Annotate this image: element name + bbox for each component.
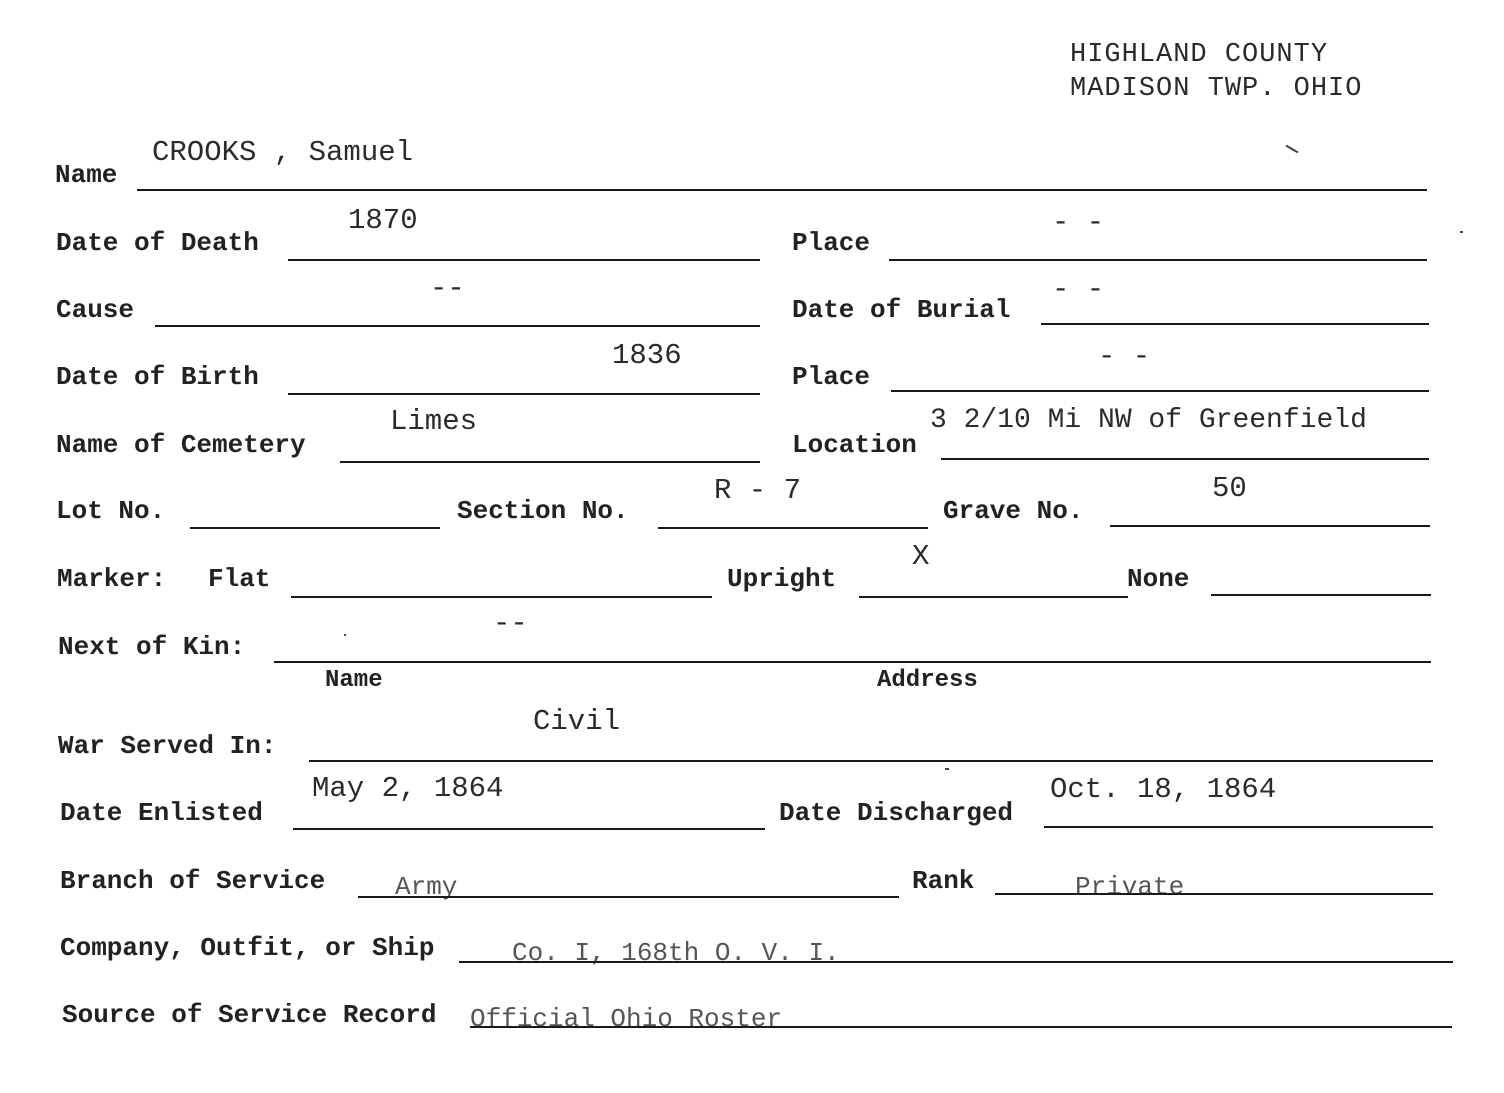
date-of-birth-value: 1836 [612, 339, 682, 372]
marker-upright-label: Upright [727, 564, 837, 594]
cemetery-line [340, 461, 760, 463]
cemetery-label: Name of Cemetery [56, 430, 306, 460]
death-place-value: - - [1052, 206, 1105, 239]
cause-value: -- [430, 272, 465, 305]
name-line [137, 189, 1427, 191]
date-discharged-value: Oct. 18, 1864 [1050, 773, 1277, 806]
grave-no-label: Grave No. [943, 496, 1084, 526]
section-no-label: Section No. [457, 496, 629, 526]
date-of-birth-label: Date of Birth [56, 362, 259, 392]
birth-place-value: - - [1098, 340, 1151, 373]
marker-none-line [1211, 594, 1431, 596]
source-line [470, 1026, 1452, 1028]
cause-label: Cause [56, 295, 135, 325]
location-line [941, 458, 1429, 460]
scan-speck [945, 768, 949, 770]
lot-no-label: Lot No. [56, 496, 166, 526]
name-value: CROOKS , Samuel [152, 136, 414, 169]
birth-place-label: Place [792, 362, 871, 392]
source-label: Source of Service Record [62, 1000, 437, 1030]
marker-upright-line [859, 596, 1128, 598]
next-of-kin-line [274, 661, 1431, 663]
name-label: Name [55, 160, 118, 190]
date-of-death-value: 1870 [348, 204, 418, 237]
date-of-burial-line [1041, 323, 1429, 325]
marker-none-label: None [1127, 564, 1190, 594]
date-of-burial-value: - - [1052, 273, 1105, 306]
date-of-burial-label: Date of Burial [792, 295, 1011, 325]
section-no-value: R - 7 [714, 474, 802, 507]
source-value: Official Ohio Roster [470, 1004, 783, 1034]
marker-flat-label: Flat [208, 564, 271, 594]
next-of-kin-label: Next of Kin: [58, 632, 246, 662]
date-of-death-label: Date of Death [56, 228, 259, 258]
kin-address-sublabel: Address [877, 667, 978, 694]
date-of-death-line [288, 259, 760, 261]
marker-upright-value: X [912, 540, 930, 573]
date-discharged-label: Date Discharged [779, 798, 1014, 828]
section-no-line [658, 527, 928, 529]
date-enlisted-line [293, 828, 765, 830]
lot-no-line [190, 527, 440, 529]
rank-line [995, 893, 1433, 895]
location-value: 3 2/10 Mi NW of Greenfield [930, 405, 1367, 436]
date-discharged-line [1044, 826, 1433, 828]
location-label: Location [792, 430, 917, 460]
kin-name-sublabel: Name [325, 667, 383, 694]
birth-place-line [891, 390, 1429, 392]
branch-label: Branch of Service [60, 866, 326, 896]
scan-speck [344, 634, 346, 636]
date-of-birth-line [288, 393, 760, 395]
marker-label: Marker: [57, 564, 167, 594]
war-served-line [309, 760, 1433, 762]
company-label: Company, Outfit, or Ship [60, 933, 435, 963]
grave-no-line [1110, 525, 1430, 527]
company-value: Co. I, 168th O. V. I. [512, 938, 840, 968]
cause-line [155, 325, 760, 327]
county-header: HIGHLAND COUNTY [1070, 40, 1329, 70]
scan-speck [1460, 231, 1463, 233]
rank-label: Rank [912, 866, 975, 896]
grave-no-value: 50 [1212, 472, 1247, 505]
township-header: MADISON TWP. OHIO [1070, 74, 1363, 104]
company-line [459, 961, 1453, 963]
branch-line [358, 896, 899, 898]
marker-flat-line [291, 596, 712, 598]
war-served-value: Civil [533, 705, 621, 738]
rank-value: Private [1075, 872, 1185, 902]
date-enlisted-value: May 2, 1864 [312, 772, 504, 805]
branch-value: Army [395, 872, 458, 902]
war-served-label: War Served In: [58, 731, 277, 761]
cemetery-value: Limes [390, 405, 478, 438]
death-place-line [889, 259, 1427, 261]
next-of-kin-value: -- [493, 607, 528, 640]
death-place-label: Place [792, 228, 871, 258]
date-enlisted-label: Date Enlisted [60, 798, 263, 828]
scan-speck [1285, 145, 1298, 154]
